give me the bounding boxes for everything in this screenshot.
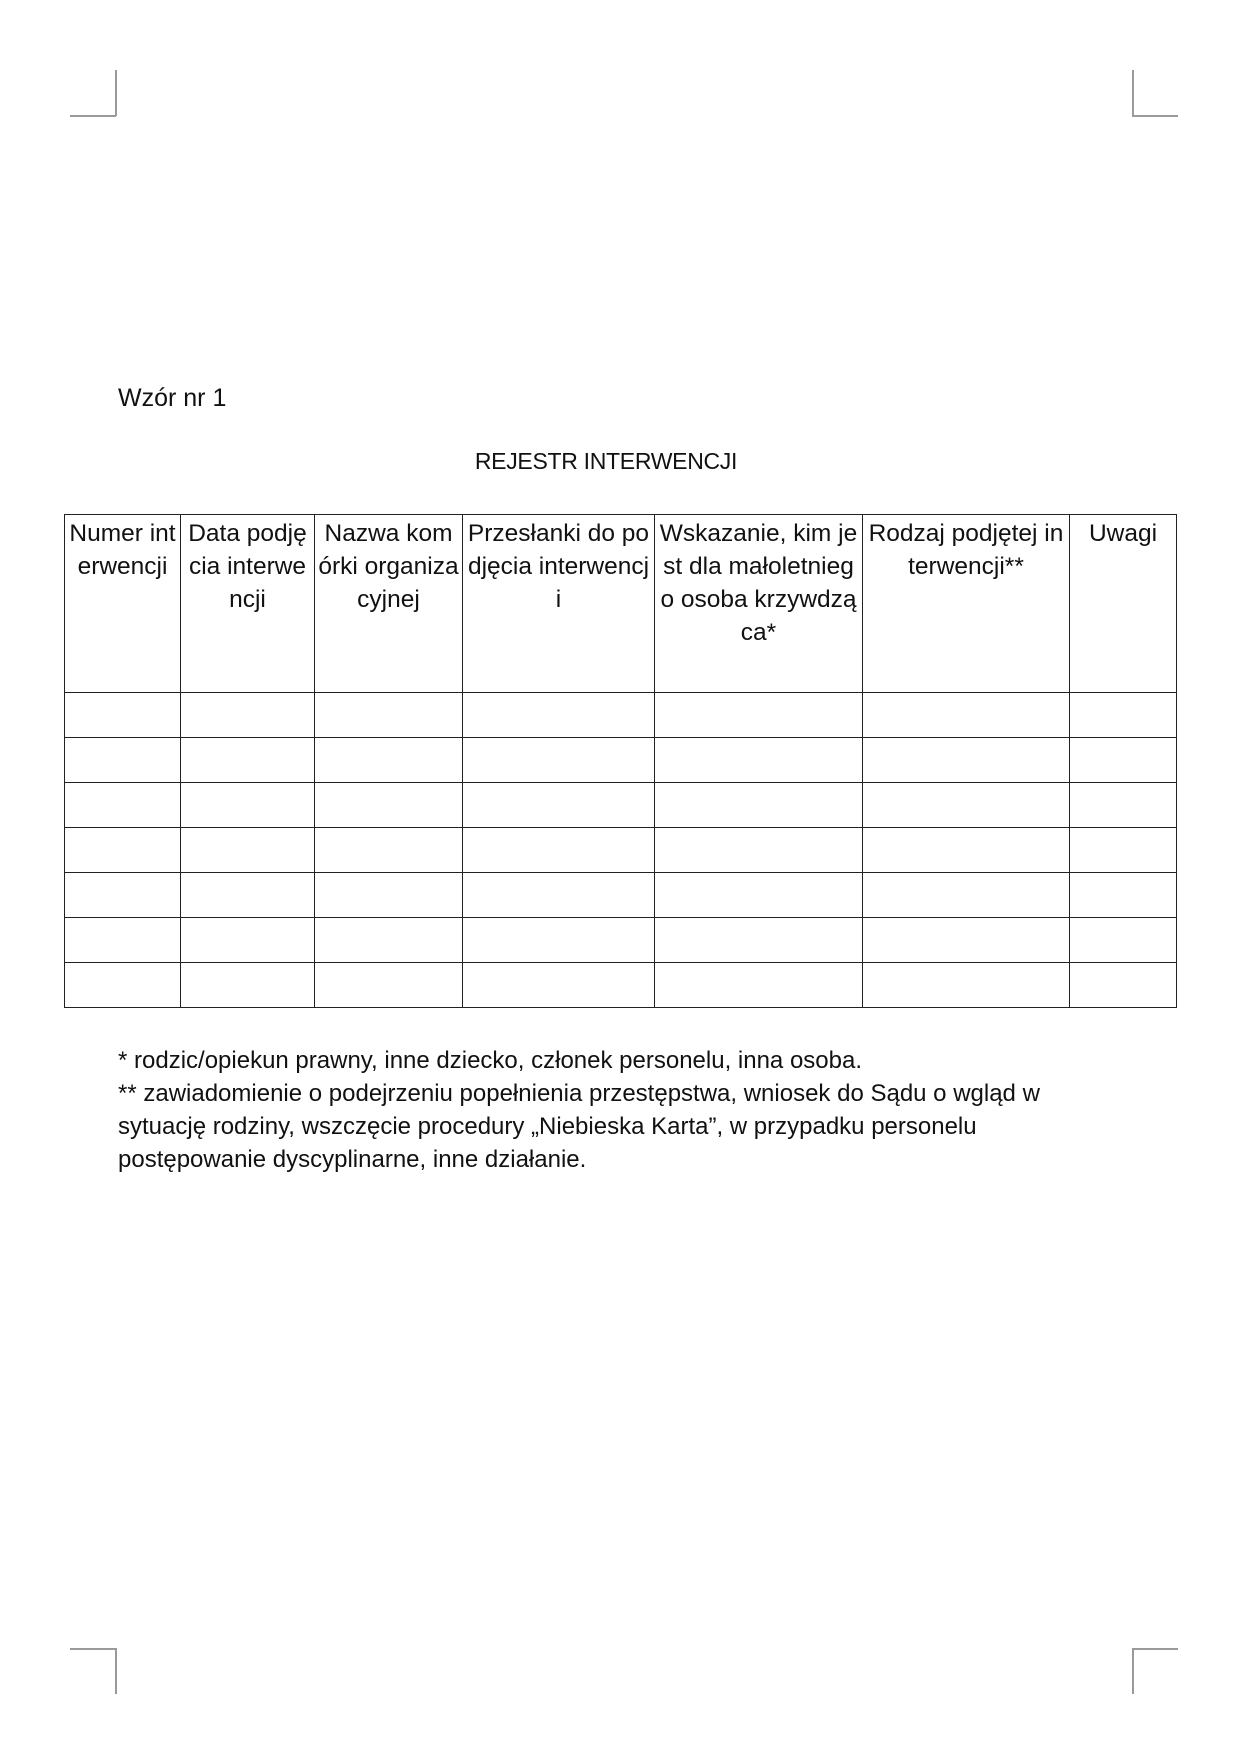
document-title: REJESTR INTERWENCJI: [474, 448, 738, 474]
table-cell: [863, 963, 1070, 1008]
header-intervention-date: Data podjęcia interwencji: [181, 515, 315, 693]
table-cell: [315, 783, 463, 828]
table-cell: [181, 873, 315, 918]
table-cell: [655, 918, 863, 963]
table-cell: [65, 828, 181, 873]
table-cell: [315, 828, 463, 873]
table-cell: [463, 783, 655, 828]
header-intervention-grounds: Przesłanki do podjęcia interwencji: [463, 515, 655, 693]
table-cell: [1070, 918, 1177, 963]
crop-mark-top-left-h: [70, 115, 116, 117]
table-cell: [1070, 873, 1177, 918]
table-cell: [65, 738, 181, 783]
table-cell: [65, 783, 181, 828]
table-row: [65, 738, 1177, 783]
crop-mark-top-right-h: [1132, 115, 1178, 117]
table-cell: [863, 693, 1070, 738]
table-cell: [181, 738, 315, 783]
table-cell: [315, 873, 463, 918]
header-perpetrator-relation: Wskazanie, kim jest dla małoletniego osoba krzywdząca*: [655, 515, 863, 693]
table-cell: [315, 963, 463, 1008]
table-cell: [181, 693, 315, 738]
header-remarks: Uwagi: [1070, 515, 1177, 693]
crop-mark-bottom-left-h: [70, 1648, 116, 1650]
table-cell: [181, 783, 315, 828]
header-intervention-number: Numer interwencji: [65, 515, 181, 693]
header-organizational-unit: Nazwa komórki organizacyjnej: [315, 515, 463, 693]
footnote-1: * rodzic/opiekun prawny, inne dziecko, członek personelu, inna osoba.: [118, 1047, 862, 1074]
table-cell: [863, 918, 1070, 963]
table-header-row: [65, 515, 1177, 693]
table-cell: [315, 918, 463, 963]
table-cell: [65, 963, 181, 1008]
table-cell: [863, 828, 1070, 873]
crop-mark-top-right-v: [1132, 70, 1134, 116]
table-row: [65, 918, 1177, 963]
table-cell: [315, 693, 463, 738]
table-row: [65, 783, 1177, 828]
table-cell: [1070, 693, 1177, 738]
table-cell: [655, 873, 863, 918]
table-cell: [463, 918, 655, 963]
table-cell: [863, 873, 1070, 918]
crop-mark-bottom-right-h: [1132, 1648, 1178, 1650]
table-cell: [181, 918, 315, 963]
intervention-register-table: [64, 514, 1177, 1008]
crop-mark-top-left-v: [115, 70, 117, 116]
footnote-2: ** zawiadomienie o podejrzeniu popełnienia przestępstwa, wniosek do Sądu o wgląd w sytuację rodziny, wszczęcie procedury „Niebieska Karta”, w przypadku personelu postępowanie dyscyplinarne, inne działanie.: [118, 1080, 1040, 1173]
table-cell: [655, 693, 863, 738]
table-cell: [1070, 738, 1177, 783]
table-cell: [1070, 963, 1177, 1008]
table-cell: [315, 738, 463, 783]
table-body: [65, 693, 1177, 1008]
table-cell: [181, 963, 315, 1008]
table-cell: [463, 693, 655, 738]
table-cell: [463, 963, 655, 1008]
table-row: [65, 873, 1177, 918]
table-cell: [655, 963, 863, 1008]
table-cell: [65, 873, 181, 918]
table-cell: [1070, 828, 1177, 873]
table-cell: [463, 828, 655, 873]
table-cell: [655, 783, 863, 828]
table-cell: [463, 873, 655, 918]
table-row: [65, 693, 1177, 738]
table-cell: [463, 738, 655, 783]
header-intervention-type: Rodzaj podjętej interwencji**: [863, 515, 1070, 693]
table-row: [65, 828, 1177, 873]
table-cell: [655, 828, 863, 873]
table-cell: [181, 828, 315, 873]
table-cell: [65, 918, 181, 963]
table-cell: [863, 738, 1070, 783]
table-cell: [65, 693, 181, 738]
table-cell: [1070, 783, 1177, 828]
footnotes: [118, 1044, 1128, 1176]
crop-mark-bottom-left-v: [115, 1648, 117, 1694]
table-row: [65, 963, 1177, 1008]
crop-mark-bottom-right-v: [1132, 1648, 1134, 1694]
table-cell: [655, 738, 863, 783]
table-cell: [863, 783, 1070, 828]
template-label: Wzór nr 1: [118, 384, 227, 412]
